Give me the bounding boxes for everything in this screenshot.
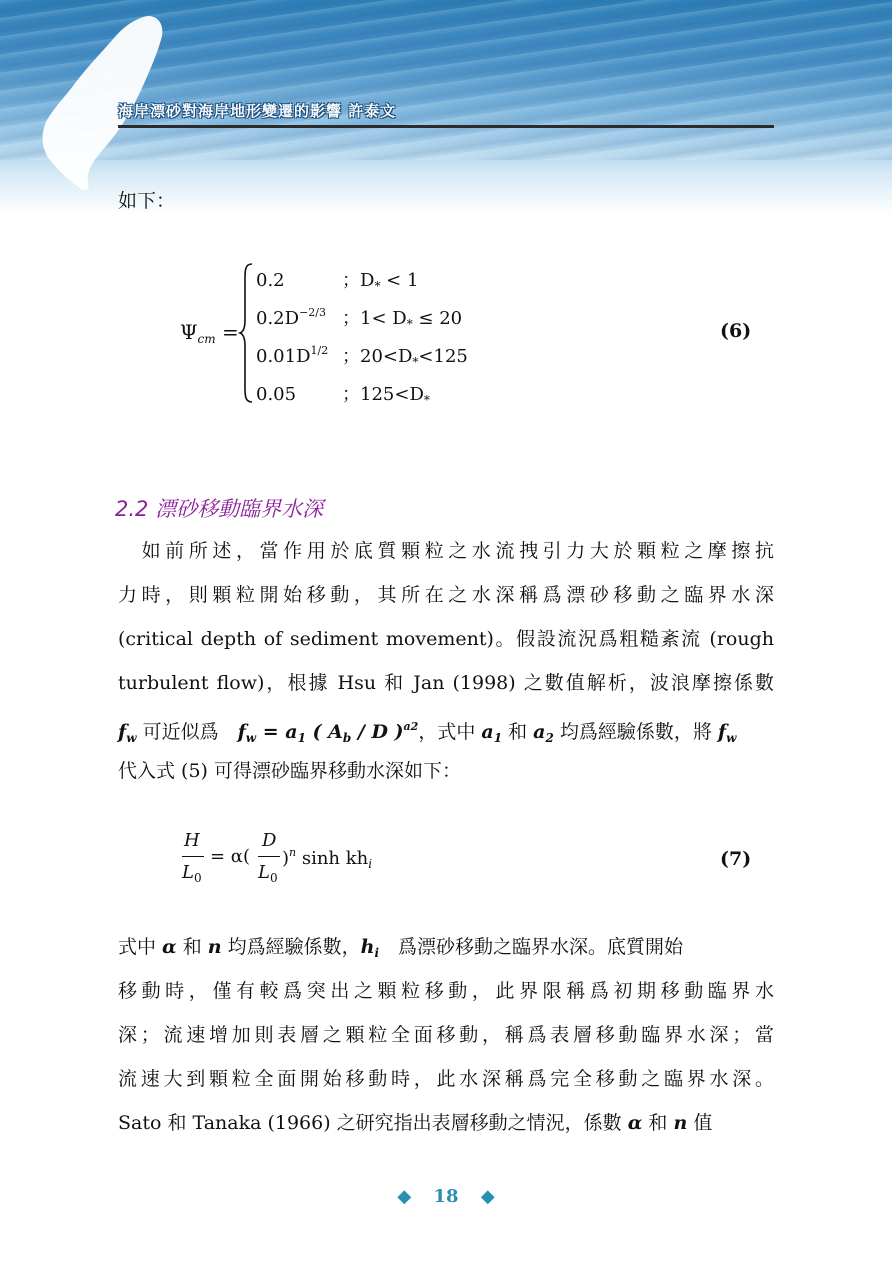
eq7-sinh-sub: i (368, 857, 373, 871)
a1-inline: a (481, 721, 494, 743)
intro-text: 如下： (118, 190, 176, 212)
para1-line-3: (critical depth of sediment movement)。假設流況爲粗糙紊流 (rough (118, 628, 774, 650)
alpha-symbol-1: α (162, 936, 177, 958)
fw-symbol-2-sub: w (245, 731, 257, 745)
eq6-lhs (180, 320, 239, 346)
eq6-brace (238, 262, 254, 404)
para2-line-5 (118, 1110, 774, 1136)
eq6-case-4-cond: ；125<D (342, 384, 424, 405)
eq6-case-1-cond: ；D (342, 270, 375, 291)
eq7-mid: = α( (210, 846, 250, 867)
eq6-case-2-cond-rest: ≤ 20 (412, 308, 463, 329)
hi-symbol: h (360, 936, 375, 958)
eq7-number: (7) (720, 848, 752, 870)
para2-line-5-text-2: 和 (642, 1112, 674, 1134)
para1-line-1: 如前所述，當作用於底質顆粒之水流拽引力大於顆粒之摩擦抗 (118, 540, 774, 562)
para2-line-1-text-2: 和 (176, 936, 208, 958)
para2-line-1-text-3: 均爲經驗係數， (221, 936, 361, 958)
fw-symbol-3: f (717, 721, 727, 743)
para2-line-1 (118, 934, 774, 960)
eq6-case-2-value: 0.2D (256, 308, 300, 329)
eq7-num-left: H (184, 830, 200, 851)
para1-line-5 (118, 714, 774, 745)
diamond-right-icon: ◆ (480, 1186, 495, 1207)
eq6-case-1-value: 0.2 (256, 270, 285, 291)
para1-line-4: turbulent flow)，根據 Hsu 和 Jan (1998) 之數值解析，波浪摩擦係數 (118, 672, 774, 694)
para2-line-3: 深；流速增加則表層之顆粒全面移動，稱爲表層移動臨界水深；當 (118, 1024, 774, 1046)
eq6-case-3-cond-rest: <125 (418, 346, 468, 367)
para2-line-4: 流速大到顆粒全面開始移動時，此水深稱爲完全移動之臨界水深。 (118, 1068, 774, 1090)
a1-symbol-sub: 1 (297, 731, 306, 745)
eq6-case-2-value-wrap (256, 306, 342, 329)
eq7-rest (282, 846, 372, 871)
para1-line-5-text-2: ，式中 (418, 721, 482, 743)
alpha-symbol-2: α (627, 1112, 643, 1134)
a2-inline: a (533, 721, 546, 743)
hi-symbol-sub: i (374, 946, 380, 960)
eq6-case-2-value-sup: −2/3 (299, 306, 326, 319)
eq7-den-inner-sub: 0 (269, 871, 278, 885)
eq6-case-3-value: 0.01D (256, 346, 311, 367)
eq7-den-inner (258, 862, 278, 885)
eq6-equals: = (222, 320, 239, 344)
eq7-exponent: n (289, 846, 297, 859)
fw-symbol-1: f (118, 721, 127, 743)
eq6-case-3-cond-sub: * (412, 355, 419, 369)
eq6-case-4-cond-sub: * (423, 393, 430, 407)
para1-line-5-text-4: 均爲經驗係數，將 (553, 721, 718, 743)
eq6-number: (6) (720, 320, 752, 342)
eq7-den-left (182, 862, 202, 885)
eq6-case-1-cond-sub: * (374, 279, 381, 293)
header-rule (118, 125, 774, 128)
eq7-den-left-sub: 0 (193, 871, 202, 885)
eq6-case-1-cond-rest: < 1 (380, 270, 419, 291)
eq6-case-3-cond: ；20<D (342, 346, 413, 367)
eq6-case-3 (256, 342, 468, 369)
a2-inline-sub: 2 (545, 731, 554, 745)
eq7-fraction-bar-inner (258, 856, 280, 857)
a2-exponent: a2 (403, 720, 419, 733)
eq6-case-2-cond-sub: * (406, 317, 413, 331)
para2-line-1-text-4: 爲漂砂移動之臨界水深。底質開始 (379, 936, 684, 958)
eq6-case-3-value-wrap (256, 344, 342, 367)
para1-line-6: 代入式 (5) 可得漂砂臨界移動水深如下： (118, 760, 461, 782)
eq6-case-3-value-sup: 1/2 (310, 344, 329, 357)
eq7-den-left-letter: L (182, 862, 194, 883)
ab-symbol-sub: b (342, 731, 352, 745)
para1-line-5-text-1: 可近似爲 (136, 721, 238, 743)
ab-symbol: ( A (305, 721, 343, 743)
para2-line-5-text-3: 值 (687, 1112, 713, 1134)
para2-line-2: 移動時，僅有較爲突出之顆粒移動，此界限稱爲初期移動臨界水 (118, 980, 774, 1002)
page-footer (0, 1186, 892, 1207)
eq6-lhs-symbol: Ψ (180, 320, 198, 344)
para1-line-5-text-3: 和 (502, 721, 534, 743)
eq6-case-1 (256, 266, 418, 293)
fw-symbol-3-sub: w (726, 731, 737, 745)
eq7-den-inner-letter: L (258, 862, 270, 883)
eq6-lhs-sub: cm (197, 332, 216, 346)
a1-symbol: = a (256, 721, 298, 743)
page-number: 18 (433, 1186, 459, 1207)
eq7-fraction-bar-left (182, 856, 204, 857)
n-symbol-2: n (673, 1112, 688, 1134)
eq7-close-paren: ) (282, 848, 290, 869)
diamond-left-icon: ◆ (397, 1186, 412, 1207)
eq6-case-2 (256, 304, 462, 331)
eq6-case-4 (256, 380, 430, 407)
para1-line-2: 力時，則顆粒開始移動，其所在之水深稱爲漂砂移動之臨界水深 (118, 584, 774, 606)
eq6-case-4-value: 0.05 (256, 384, 297, 405)
para2-line-1-text-1: 式中 (118, 936, 163, 958)
para2-line-5-text-1: Sato 和 Tanaka (1966) 之研究指出表層移動之情況，係數 (118, 1112, 628, 1134)
eq7-num-inner: D (262, 830, 277, 851)
eq6-case-2-cond: ；1< D (342, 308, 407, 329)
d-symbol: / D ) (351, 721, 404, 743)
eq7-sinh-term: sinh kh (296, 848, 369, 869)
header-title: 海岸漂砂對海岸地形變遷的影響 許泰文 (118, 102, 397, 120)
n-symbol-1: n (207, 936, 222, 958)
fw-symbol-2: f (237, 721, 246, 743)
a1-inline-sub: 1 (493, 731, 503, 745)
fw-symbol-1-sub: w (126, 731, 137, 745)
section-heading: 2.2 漂砂移動臨界水深 (115, 497, 324, 521)
